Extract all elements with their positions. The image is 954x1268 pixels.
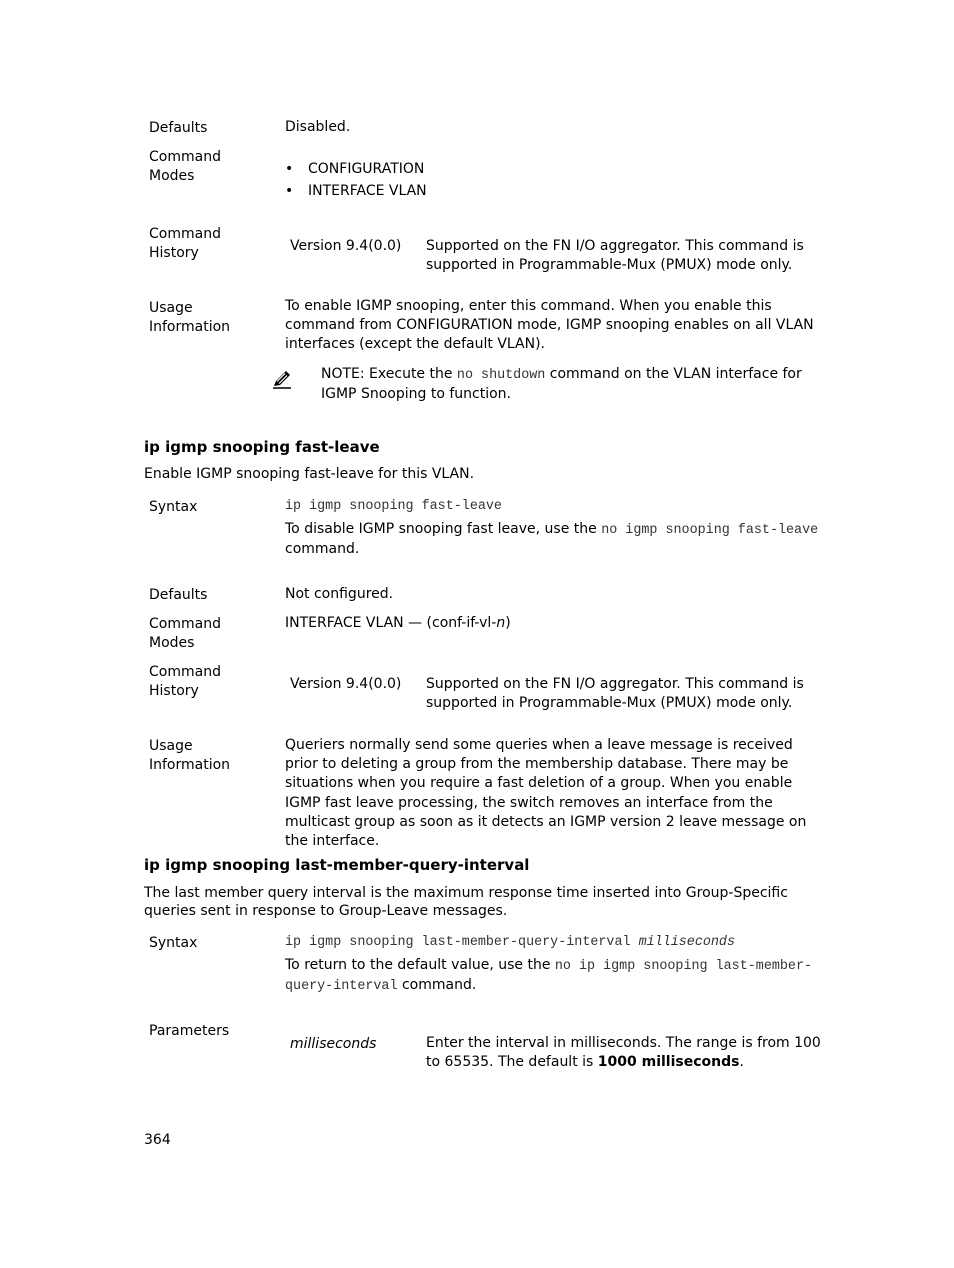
- history-version: Version 9.4(0.0): [290, 676, 402, 692]
- parameters-label: Parameters: [149, 1023, 230, 1039]
- usage-information-label: Usage Information: [149, 300, 231, 335]
- command-modes-label: Command Modes: [149, 616, 221, 651]
- usage-information-text: Queriers normally send some queries when a leave message is received prior to deleting a group from the membership database. There may be situations when you require a fast deletion of a group. When you enable IGMP fast leave processing, the switch removes an interface from the multicast group as soon as it detects an IGMP version 2 leave message on the interface.: [285, 737, 807, 850]
- defaults-value: Disabled.: [285, 119, 351, 135]
- page-number: 364: [144, 1132, 171, 1148]
- defaults-label: Defaults: [149, 587, 208, 603]
- section-intro: The last member query interval is the maximum response time inserted into Group-Specific queries sent in response to Group-Leave messages.: [144, 885, 788, 919]
- syntax-command: ip igmp snooping fast-leave: [285, 499, 502, 514]
- defaults-label: Defaults: [149, 120, 208, 136]
- usage-information-label: Usage Information: [149, 738, 231, 773]
- syntax-note: To return to the default value, use the no ip igmp snooping last-member- query-interval command.: [285, 957, 813, 995]
- usage-information-text: To enable IGMP snooping, enter this command. When you enable this command from CONFIGURATION mode, IGMP snooping enables on all VLAN interfaces (except the default VLAN).: [285, 298, 814, 353]
- syntax-label: Syntax: [149, 935, 198, 951]
- note-text: NOTE: Execute the no shutdown command on the VLAN interface for IGMP Snooping to function.: [321, 366, 802, 403]
- parameter-description: Enter the interval in milliseconds. The range is from 100 to 65535. The default is 1000 milliseconds.: [426, 1035, 821, 1071]
- defaults-value: Not configured.: [285, 586, 394, 602]
- command-modes-value: INTERFACE VLAN — (conf-if-vl-n): [285, 615, 511, 631]
- list-item: • INTERFACE VLAN: [285, 183, 427, 199]
- history-version: Version 9.4(0.0): [290, 238, 402, 254]
- section-title-last-member-query-interval: ip igmp snooping last-member-query-interval: [144, 856, 530, 874]
- section-title-fast-leave: ip igmp snooping fast-leave: [144, 438, 380, 456]
- command-history-label: Command History: [149, 226, 221, 261]
- command-history-label: Command History: [149, 664, 221, 699]
- syntax-command: ip igmp snooping last-member-query-interval milliseconds: [285, 935, 736, 950]
- syntax-label: Syntax: [149, 499, 198, 515]
- syntax-note: To disable IGMP snooping fast leave, use the no igmp snooping fast-leave command.: [285, 521, 819, 558]
- parameter-name: milliseconds: [290, 1036, 377, 1052]
- note-code: no shutdown: [456, 368, 546, 383]
- list-item: • CONFIGURATION: [285, 161, 425, 177]
- command-modes-label: Command Modes: [149, 149, 221, 184]
- history-description: Supported on the FN I/O aggregator. This command is supported in Programmable-Mux (PMUX) mode only.: [426, 676, 804, 712]
- history-description: Supported on the FN I/O aggregator. This command is supported in Programmable-Mux (PMUX) mode only.: [426, 238, 804, 274]
- note-pencil-icon: [271, 369, 293, 389]
- section-intro: Enable IGMP snooping fast-leave for this VLAN.: [144, 466, 475, 482]
